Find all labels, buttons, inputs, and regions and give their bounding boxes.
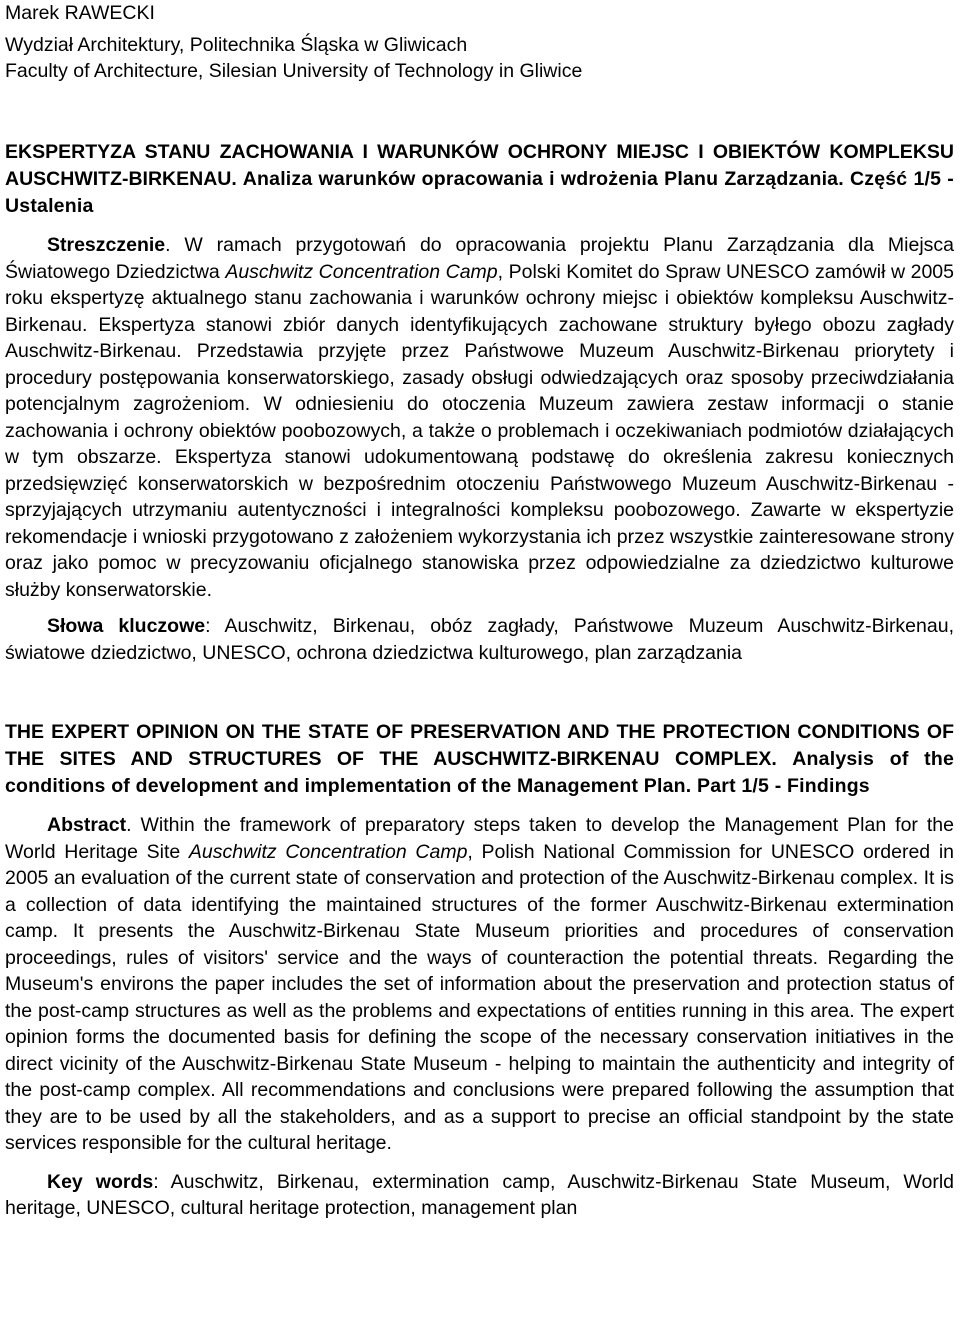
polish-abstract-site-name: Auschwitz Concentration Camp xyxy=(225,260,498,283)
polish-keywords-text: : Auschwitz, Birkenau, obóz zagłady, Państwowe Muzeum Auschwitz-Birkenau, światowe dziedzictwo, UNESCO, ochrona dziedzictwa kulturowego, plan zarządzania xyxy=(5,615,954,664)
polish-title-sub: Analiza warunków opracowania i wdrożenia Planu Zarządzania. Część 1/5 - Ustalenia xyxy=(5,168,955,217)
english-title-main: THE EXPERT OPINION ON THE STATE OF PRESERVATION AND THE PROTECTION CONDITIONS OF THE SITES AND STRUCTURES OF THE AUSCHWITZ-BIRKENAU COMPLEX. xyxy=(5,721,954,770)
english-keywords-text: : Auschwitz, Birkenau, extermination camp, Auschwitz-Birkenau State Museum, World heritage, UNESCO, cultural heritage protection, management plan xyxy=(5,1170,954,1219)
english-title xyxy=(5,719,954,800)
english-abstract xyxy=(5,812,954,1157)
polish-abstract-text-1: . W ramach przygotowań do opracowania projektu Planu Zarządzania dla Miejsca Światowego Dziedzictwa xyxy=(5,234,954,283)
polish-abstract xyxy=(5,232,954,603)
english-keywords-label: Key words xyxy=(47,1170,154,1193)
english-abstract-site-name: Auschwitz Concentration Camp xyxy=(188,840,468,863)
english-abstract-label: Abstract xyxy=(47,814,127,836)
english-keywords xyxy=(5,1169,954,1222)
english-title-sub: Analysis of the conditions of development and implementation of the Management Plan. Part 1/5 - Findings xyxy=(5,748,955,797)
polish-title xyxy=(5,139,954,220)
affiliation-polish: Wydział Architektury, Politechnika Śląska w Gliwicach xyxy=(5,34,468,56)
polish-keywords-label: Słowa kluczowe xyxy=(47,615,206,637)
english-abstract-text-2: , Polish National Commission for UNESCO ordered in 2005 an evaluation of the current state of conservation and protection of the Auschwitz-Birkenau complex. It is a collection of data identifying the maintained structures of the former Auschwitz-Birkenau extermination camp. It presents the Auschwitz-Birkenau State Museum priorities and procedures of conservation proceedings, rules of visitors' service and the ways of counteraction the potential threats. Regarding the Museum's environs the paper includes the set of information about the preservation and protection status of the post-camp structures as well as the problems and expectations of entities running in this area. The expert opinion forms the documented basis for defining the scope of the necessary conservation initiatives in the direct vicinity of the Auschwitz-Birkenau State Museum - helping to maintain the authenticity and integrity of the post-camp complex. All recommendations and conclusions were prepared following the assumption that they are to be used by all the stakeholders, and as a support to precise an official standpoint by the state services responsible for the cultural heritage. xyxy=(5,840,954,1154)
polish-abstract-label: Streszczenie xyxy=(47,234,166,256)
polish-title-main: EKSPERTYZA STANU ZACHOWANIA I WARUNKÓW OCHRONY MIEJSC I OBIEKTÓW KOMPLEKSU AUSCHWITZ-BIRKENAU. xyxy=(5,141,954,190)
author-name: Marek RAWECKI xyxy=(5,2,155,24)
english-abstract-text-1: . Within the framework of preparatory steps taken to develop the Management Plan for the World Heritage Site xyxy=(5,814,954,863)
polish-abstract-text-2: , Polski Komitet do Spraw UNESCO zamówił w 2005 roku ekspertyzę aktualnego stanu zachowania i warunków ochrony miejsc i obiektów kompleksu Auschwitz-Birkenau. Ekspertyza stanowi zbiór danych identyfikujących zachowane struktury byłego obozu zagłady Auschwitz-Birkenau. Przedstawia przyjęte przez Państwowe Muzeum Auschwitz-Birkenau priorytety i procedury postępowania konserwatorskiego, zasady obsługi odwiedzających oraz sposoby przeciwdziałania potencjalnym zagrożeniom. W odniesieniu do otoczenia Muzeum zawiera zestaw informacji o stanie zachowania i ochrony obiektów poobozowych, a także o problemach i oczekiwaniach podmiotów działających w tym obszarze. Ekspertyza stanowi udokumentowaną podstawę do określenia zakresu koniecznych przedsięwzięć konserwatorskich w bezpośrednim otoczeniu Państwowego Muzeum Auschwitz-Birkenau - sprzyjających utrzymaniu autentyczności i integralności kompleksu poobozowego. Zawarte w ekspertyzie rekomendacje i wnioski przygotowano z założeniem wykorzystania ich przez wszystkie zainteresowane strony oraz jako pomoc w precyzowaniu oficjalnego stanowiska przez odpowiedzialne za dziedzictwo kulturowe służby konserwatorskie. xyxy=(5,260,954,601)
affiliation-english: Faculty of Architecture, Silesian University of Technology in Gliwice xyxy=(5,60,583,82)
polish-keywords xyxy=(5,613,954,666)
